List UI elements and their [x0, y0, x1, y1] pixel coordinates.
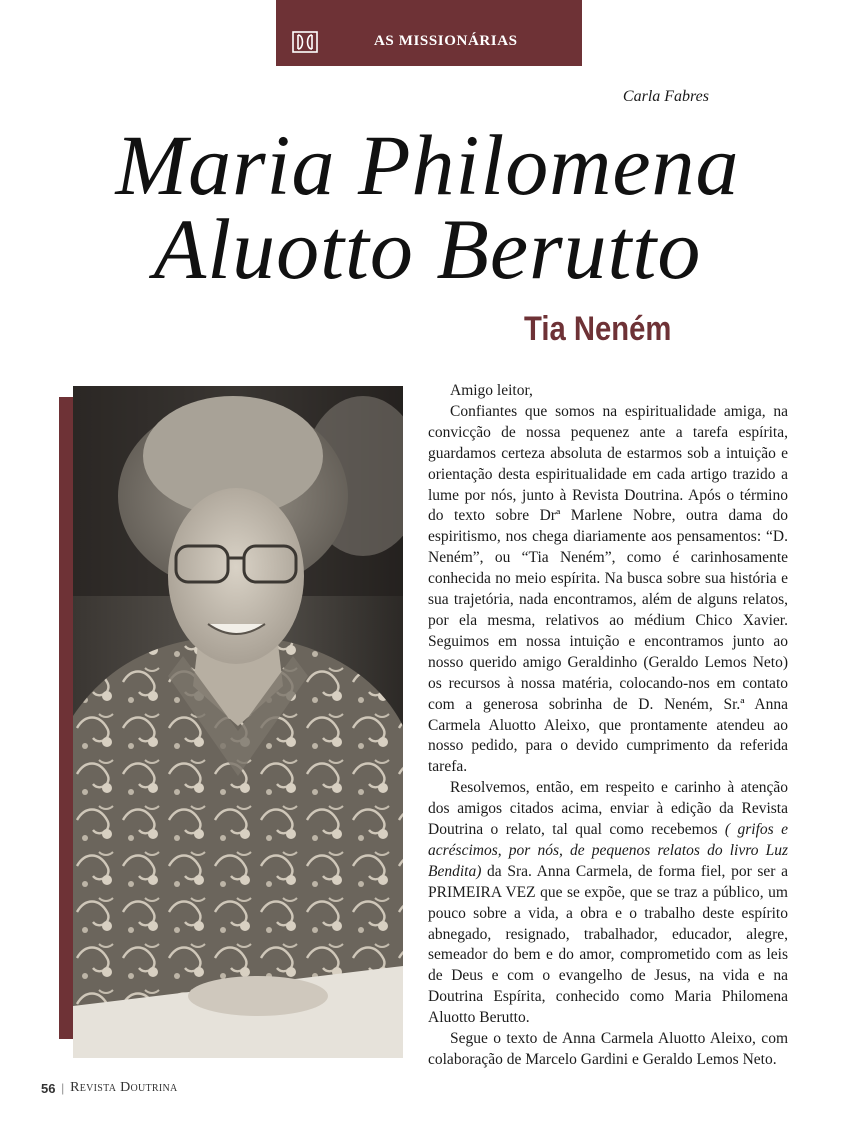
paragraph-resolution-part2: da Sra. Anna Carmela, de forma fiel, por ser a PRIMEIRA VEZ que se expõe, que se traz a público, um pouco sobre a vida, a obra e o trabalho deste espírito abnegado, resignado, trabalhador, educador, alegre, semeador do bem e do amor, comprometido com as leis de Deus e com o evangelho de Jesus, na vida e na Doutrina Espírita, conhecido como Maria Philomena Aluotto Berutto. — [428, 862, 788, 1027]
portrait-photo — [73, 386, 403, 1058]
paragraph-greeting: Amigo leitor, — [450, 382, 533, 399]
title-line-2: Aluotto Berutto — [153, 201, 702, 297]
article-title — [0, 117, 855, 297]
title-line-1: Maria Philomena — [115, 117, 740, 213]
page-footer — [41, 1080, 178, 1096]
portrait-image — [73, 386, 403, 1058]
paragraph-intro: Confiantes que somos na espiritualidade amiga, na convicção de nossa pequenez ante a tarefa espírita, guardamos certeza absoluta de estarmos sob a intuição e orientação desta espiritualidade em cada artigo trazido a lume por nós, junto à Revista Doutrina. Após o término do texto sobre Drª Marlene Nobre, outra dama do espiritismo, nos chega diariamente aos pensamentos: “D. Neném”, ou “Tia Neném”, como é carinhosamente conhecida no meio espírita. Na busca sobre sua história e sua trajetória, nada encontramos, além de alguns relatos, por ela mesma, relativos ao médium Chico Xavier. Seguimos em nossa intuição e encontramos junto ao nosso querido amigo Geraldinho (Geraldo Lemos Neto) os recursos à nossa matéria, colocando-nos em contato com a generosa sobrinha de D. Neném, Sr.ª Anna Carmela Aluotto Aleixo, que prontamente atendeu ao nosso pedido, para o devido cumprimento da referida tarefa. — [428, 402, 788, 776]
paragraph-resolution-italic: ( grifos e acréscimos, por nós, de pequenos relatos do livro Luz Bendita) — [428, 821, 789, 880]
publication-name: Revista Doutrina — [70, 1080, 178, 1095]
paragraph-resolution — [428, 778, 788, 1029]
section-label: AS MISSIONÁRIAS — [374, 33, 518, 49]
section-header-tab — [276, 0, 582, 66]
article-author: Carla Fabres — [622, 88, 709, 105]
article-subtitle: Tia Neném — [523, 310, 671, 348]
page-number: 56 — [41, 1080, 56, 1096]
photo-accent-bar — [59, 397, 73, 1039]
paragraph-closing: Segue o texto de Anna Carmela Aluotto Aleixo, com colaboração de Marcelo Gardini e Geraldo Lemos Neto. — [428, 1030, 788, 1068]
magazine-logo-icon — [292, 31, 318, 53]
article-body — [428, 381, 788, 1071]
footer-separator: | — [61, 1080, 65, 1095]
paragraph-resolution-part1: Resolvemos, então, em respeito e carinho à atenção dos amigos citados acima, enviar à edição da Revista Doutrina o relato, tal qual como recebemos — [428, 779, 788, 839]
